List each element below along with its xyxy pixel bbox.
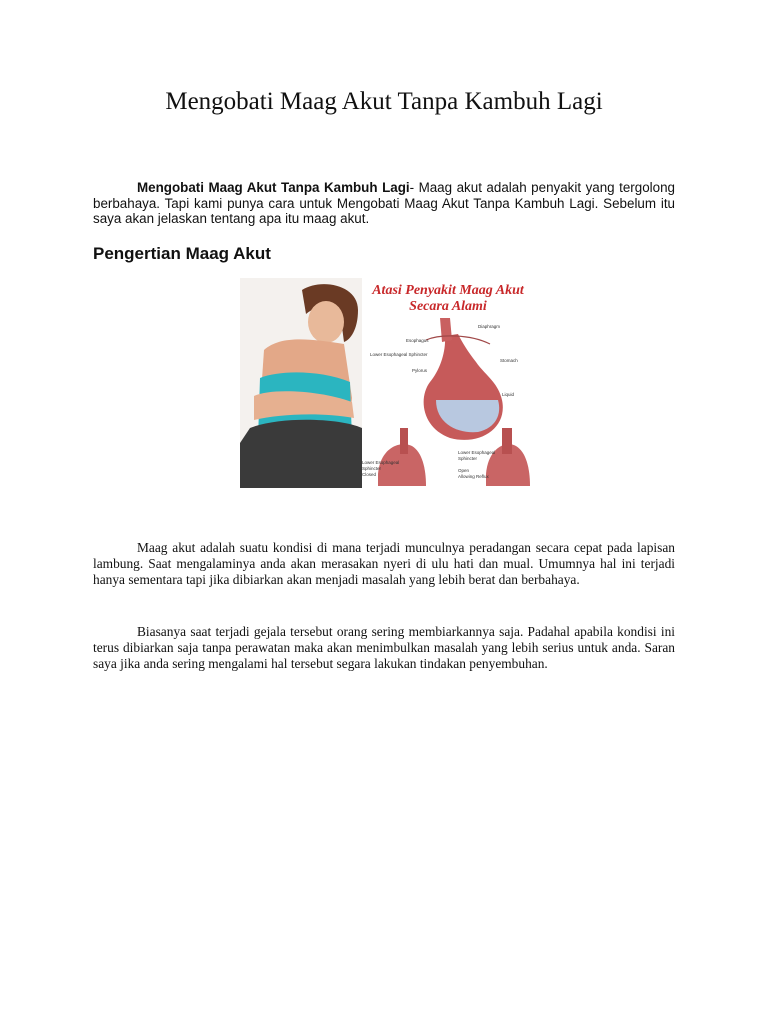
label-stomach: Stomach xyxy=(500,358,518,363)
esophagus-shape xyxy=(440,318,452,342)
label-les: Lower Esophageal Sphincter xyxy=(370,352,428,357)
figure-title-line2: Secara Alami xyxy=(409,299,487,314)
label-open-2: Sphincter xyxy=(458,456,478,461)
label-liquid: Liquid xyxy=(502,392,515,397)
intro-bold-title: Mengobati Maag Akut Tanpa Kambuh Lagi xyxy=(137,180,410,195)
label-closed-2: Sphincter xyxy=(362,466,382,471)
label-diaphragm: Diaphragm xyxy=(478,324,501,329)
stomach-illustration xyxy=(240,278,530,488)
closed-esophagus-shape xyxy=(400,428,408,454)
body-paragraph-1: Maag akut adalah suatu kondisi di mana terjadi munculnya peradangan secara cepat pada lapisan lambung. Saat mengalaminya anda akan merasakan nyeri di ulu hati dan mual. Umumnya hal ini terjadi hanya sementara tapi jika dibiarkan akan menjadi masalah yang lebih berat dan berbahaya. xyxy=(93,540,675,587)
page-title: Mengobati Maag Akut Tanpa Kambuh Lagi xyxy=(165,88,603,115)
face-shape xyxy=(308,301,344,343)
label-esophagus: Esophagus xyxy=(406,338,429,343)
pants-shape xyxy=(240,420,362,488)
open-esophagus-shape xyxy=(502,428,512,454)
label-closed-1: Lower Esophageal xyxy=(362,460,400,465)
illustration-svg xyxy=(240,278,530,488)
intro-paragraph xyxy=(93,180,675,227)
section-heading: Pengertian Maag Akut xyxy=(93,244,271,263)
intro-text: - Maag akut adalah penyakit yang tergolong berbahaya. Tapi kami punya cara untuk Mengobati Maag Akut Tanpa Kambuh Lagi. Sebelum itu saya akan jelaskan tentang apa itu maag akut. xyxy=(93,180,675,226)
label-closed-3: Closed xyxy=(362,472,377,477)
body-paragraph-2: Biasanya saat terjadi gejala tersebut orang sering membiarkannya saja. Padahal apabila kondisi ini terus dibiarkan saja tanpa perawatan maka akan menimbulkan masalah yang lebih serius untuk anda. Saran saya jika anda sering mengalami hal tersebut segara lakukan tindakan penyembuhan. xyxy=(93,624,675,671)
label-open-1: Lower Esophageal xyxy=(458,450,496,455)
figure-title-line1: Atasi Penyakit Maag Akut xyxy=(372,283,524,298)
label-open-3: Open xyxy=(458,468,470,473)
label-open-4: Allowing Reflux xyxy=(458,474,489,479)
label-pylorus: Pylorus xyxy=(412,368,428,373)
